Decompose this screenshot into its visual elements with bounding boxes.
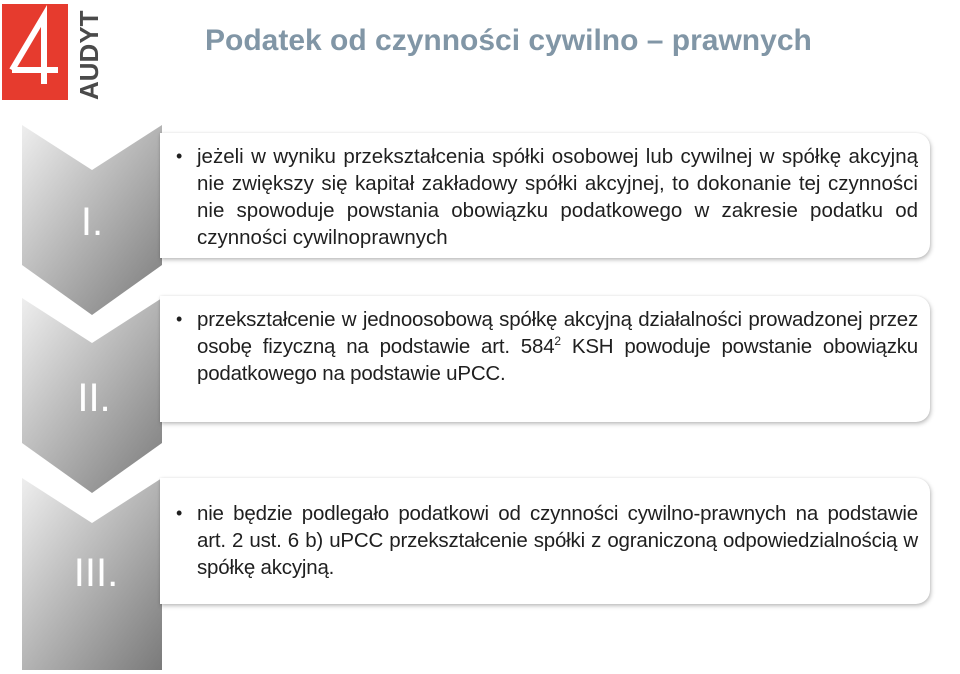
section-2-text-after: KSH powoduje powstanie obowiązku podatkowego na podstawie uPCC.	[197, 335, 918, 385]
section-2-box	[160, 296, 930, 422]
section-3-text: nie będzie podlegało podatkowi od czynności cywilno-prawnych na podstawie art. 2 ust. 6 b) uPCC przekształcenie spółki z ograniczoną odpowiedzialnością w spółkę akcyjną.	[197, 502, 918, 579]
section-1-text: jeżeli w wyniku przekształcenia spółki osobowej lub cywilnej w spółkę akcyjną nie zwiększy się kapitał zakładowy spółki akcyjnej, to dokonanie tej czynności nie spowoduje powstania obowiązku podatkowego w zakresie podatku od czynności cywilnoprawnych	[197, 145, 918, 249]
section-2-superscript: 2	[554, 334, 561, 349]
section-2-text-before: przekształcenie w jednoosobową spółkę akcyjną działalności prowadzonej przez osobę fizyczną na podstawie art. 584	[197, 308, 918, 358]
logo-word: AUDYT	[74, 10, 104, 100]
section-1-numeral: I.	[80, 200, 104, 244]
bullet-icon: •	[176, 309, 183, 329]
section-3-item	[176, 500, 918, 581]
section-2-numeral: II.	[77, 376, 111, 420]
bullet-icon: •	[176, 146, 183, 166]
section-1-box	[160, 133, 930, 258]
page-title: Podatek od czynności cywilno – prawnych	[205, 24, 812, 57]
company-logo	[0, 0, 110, 110]
section-1-item	[176, 143, 918, 251]
section-3-numeral: III.	[73, 551, 119, 595]
section-3-box	[160, 478, 930, 604]
section-2-item	[176, 306, 918, 387]
bullet-icon: •	[176, 503, 183, 523]
